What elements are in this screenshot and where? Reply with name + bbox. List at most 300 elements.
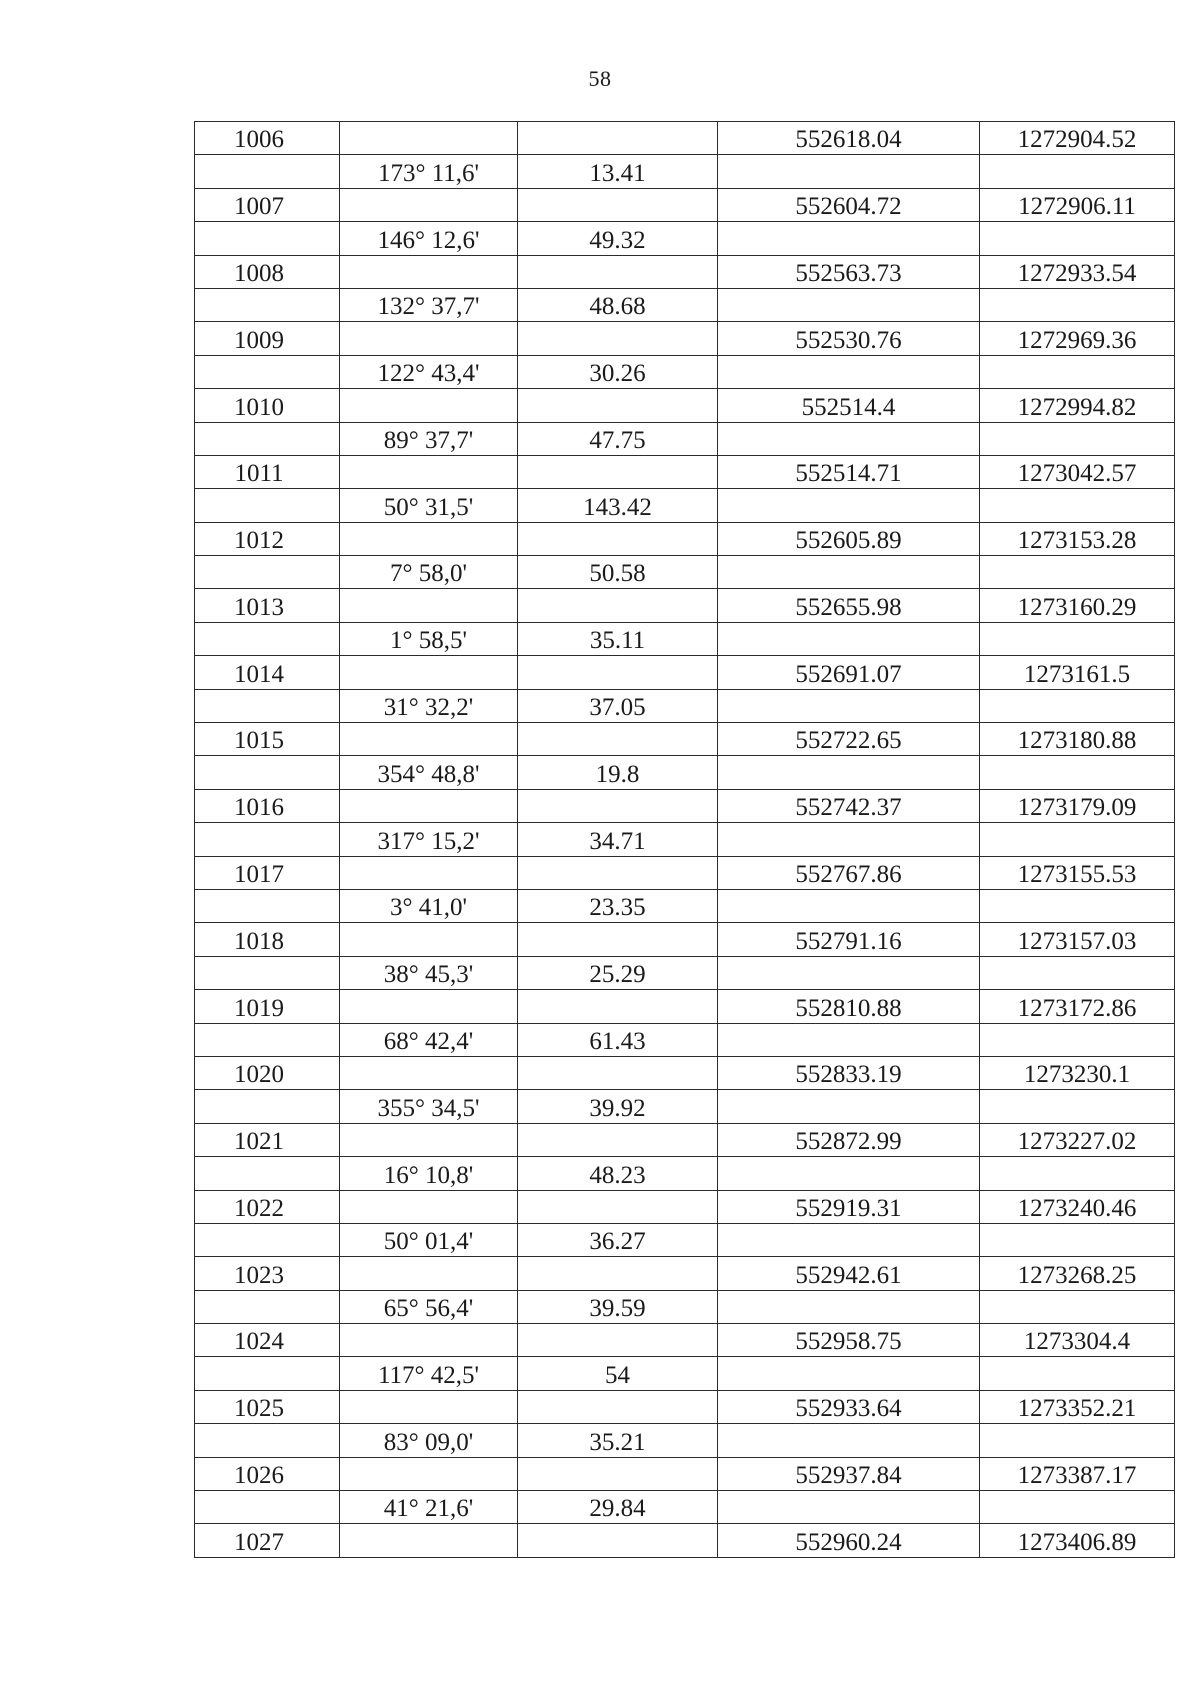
y-coordinate-cell: [980, 689, 1175, 722]
x-coordinate-cell: [718, 1223, 980, 1256]
x-coordinate-text: 552514.71: [795, 460, 902, 488]
bearing-cell: [340, 1390, 518, 1423]
point-number-text: 1023: [234, 1261, 284, 1289]
y-coordinate-cell: [980, 322, 1175, 355]
bearing-cell: [340, 455, 518, 488]
x-coordinate-cell: [718, 455, 980, 488]
y-coordinate-cell: [980, 1424, 1175, 1457]
y-coordinate-text: 1272969.36: [1017, 326, 1137, 354]
bearing-cell: [340, 889, 518, 922]
point-number-cell: [195, 956, 340, 989]
y-coordinate-cell: [980, 422, 1175, 455]
y-coordinate-cell: [980, 355, 1175, 388]
y-coordinate-cell: [980, 288, 1175, 321]
distance-text: 13.41: [589, 159, 646, 187]
distance-cell: [518, 1257, 718, 1290]
bearing-cell: [340, 923, 518, 956]
distance-cell: [518, 689, 718, 722]
x-coordinate-text: 552604.72: [795, 193, 902, 221]
distance-cell: [518, 823, 718, 856]
point-number-cell: [195, 689, 340, 722]
point-number-cell: [195, 255, 340, 288]
y-coordinate-cell: [980, 589, 1175, 622]
segment-row: [195, 1023, 1175, 1056]
x-coordinate-cell: [718, 1157, 980, 1190]
distance-cell: [518, 1223, 718, 1256]
y-coordinate-cell: [980, 222, 1175, 255]
point-number-cell: [195, 1157, 340, 1190]
distance-cell: [518, 923, 718, 956]
segment-row: [195, 689, 1175, 722]
point-number-text: 1012: [234, 527, 284, 555]
distance-text: 36.27: [589, 1228, 646, 1256]
y-coordinate-text: 1273180.88: [1017, 727, 1137, 755]
distance-text: 49.32: [589, 226, 646, 254]
point-number-text: 1017: [234, 860, 284, 888]
distance-text: 39.59: [589, 1295, 646, 1323]
y-coordinate-cell: [980, 1324, 1175, 1357]
bearing-cell: [340, 1424, 518, 1457]
x-coordinate-cell: [718, 1424, 980, 1457]
bearing-text: 317° 15,2': [377, 827, 480, 855]
point-row: [195, 856, 1175, 889]
bearing-text: 1° 58,5': [389, 627, 467, 655]
x-coordinate-text: 552618.04: [795, 126, 902, 154]
segment-row: [195, 222, 1175, 255]
bearing-cell: [340, 355, 518, 388]
point-number-text: 1020: [234, 1061, 284, 1089]
point-number-text: 1015: [234, 727, 284, 755]
point-row: [195, 1257, 1175, 1290]
bearing-cell: [340, 1090, 518, 1123]
bearing-text: 146° 12,6': [377, 226, 480, 254]
bearing-cell: [340, 1157, 518, 1190]
y-coordinate-text: 1272933.54: [1017, 259, 1137, 287]
bearing-text: 354° 48,8': [377, 760, 480, 788]
point-number-cell: [195, 155, 340, 188]
y-coordinate-cell: [980, 1390, 1175, 1423]
bearing-cell: [340, 823, 518, 856]
y-coordinate-cell: [980, 923, 1175, 956]
bearing-cell: [340, 1324, 518, 1357]
x-coordinate-text: 552691.07: [795, 660, 902, 688]
bearing-cell: [340, 589, 518, 622]
y-coordinate-text: 1273161.5: [1023, 660, 1131, 688]
distance-text: 47.75: [589, 426, 646, 454]
point-row: [195, 789, 1175, 822]
point-number-cell: [195, 1424, 340, 1457]
bearing-text: 50° 01,4': [383, 1228, 474, 1256]
x-coordinate-cell: [718, 1357, 980, 1390]
y-coordinate-cell: [980, 1357, 1175, 1390]
distance-cell: [518, 956, 718, 989]
bearing-text: 31° 32,2': [383, 694, 474, 722]
y-coordinate-cell: [980, 188, 1175, 221]
point-number-text: 1024: [234, 1328, 284, 1356]
segment-row: [195, 756, 1175, 789]
distance-cell: [518, 1290, 718, 1323]
bearing-cell: [340, 322, 518, 355]
point-number-text: 1014: [234, 660, 284, 688]
bearing-cell: [340, 389, 518, 422]
y-coordinate-text: 1273155.53: [1017, 860, 1137, 888]
x-coordinate-cell: [718, 923, 980, 956]
point-row: [195, 122, 1175, 155]
distance-cell: [518, 1491, 718, 1524]
bearing-text: 355° 34,5': [377, 1094, 480, 1122]
point-number-text: 1025: [234, 1395, 284, 1423]
x-coordinate-cell: [718, 288, 980, 321]
bearing-cell: [340, 1056, 518, 1089]
y-coordinate-text: 1273227.02: [1017, 1128, 1137, 1156]
y-coordinate-cell: [980, 956, 1175, 989]
segment-row: [195, 1424, 1175, 1457]
distance-cell: [518, 322, 718, 355]
point-row: [195, 1390, 1175, 1423]
point-row: [195, 255, 1175, 288]
point-row: [195, 723, 1175, 756]
x-coordinate-cell: [718, 389, 980, 422]
point-number-text: 1021: [234, 1128, 284, 1156]
bearing-text: 117° 42,5': [377, 1361, 480, 1389]
point-number-cell: [195, 1257, 340, 1290]
distance-cell: [518, 255, 718, 288]
point-number-cell: [195, 1324, 340, 1357]
point-number-text: 1019: [234, 994, 284, 1022]
y-coordinate-text: 1273240.46: [1017, 1194, 1137, 1222]
point-number-cell: [195, 1357, 340, 1390]
y-coordinate-text: 1273179.09: [1017, 794, 1137, 822]
bearing-cell: [340, 856, 518, 889]
point-row: [195, 589, 1175, 622]
bearing-cell: [340, 155, 518, 188]
x-coordinate-cell: [718, 756, 980, 789]
x-coordinate-cell: [718, 188, 980, 221]
page-number: 58: [588, 66, 612, 91]
x-coordinate-cell: [718, 422, 980, 455]
x-coordinate-text: 552530.76: [795, 326, 902, 354]
distance-cell: [518, 122, 718, 155]
segment-row: [195, 889, 1175, 922]
bearing-text: 132° 37,7': [377, 293, 480, 321]
point-row: [195, 1123, 1175, 1156]
segment-row: [195, 355, 1175, 388]
y-coordinate-cell: [980, 155, 1175, 188]
x-coordinate-cell: [718, 622, 980, 655]
x-coordinate-cell: [718, 122, 980, 155]
distance-cell: [518, 622, 718, 655]
distance-cell: [518, 1524, 718, 1557]
y-coordinate-cell: [980, 656, 1175, 689]
y-coordinate-cell: [980, 122, 1175, 155]
distance-cell: [518, 1123, 718, 1156]
bearing-cell: [340, 1491, 518, 1524]
x-coordinate-text: 552919.31: [795, 1194, 902, 1222]
point-number-cell: [195, 422, 340, 455]
y-coordinate-cell: [980, 255, 1175, 288]
x-coordinate-text: 552742.37: [795, 794, 902, 822]
x-coordinate-cell: [718, 956, 980, 989]
point-number-cell: [195, 522, 340, 555]
y-coordinate-cell: [980, 789, 1175, 822]
x-coordinate-text: 552833.19: [795, 1061, 902, 1089]
bearing-cell: [340, 288, 518, 321]
point-number-cell: [195, 489, 340, 522]
y-coordinate-cell: [980, 489, 1175, 522]
point-number-cell: [195, 923, 340, 956]
distance-cell: [518, 422, 718, 455]
point-number-cell: [195, 455, 340, 488]
point-number-text: 1006: [234, 126, 284, 154]
distance-cell: [518, 1023, 718, 1056]
x-coordinate-text: 552655.98: [795, 593, 902, 621]
x-coordinate-text: 552937.84: [795, 1462, 902, 1490]
point-number-text: 1007: [234, 193, 284, 221]
x-coordinate-cell: [718, 1524, 980, 1557]
y-coordinate-cell: [980, 723, 1175, 756]
y-coordinate-cell: [980, 990, 1175, 1023]
point-row: [195, 389, 1175, 422]
y-coordinate-text: 1273172.86: [1017, 994, 1137, 1022]
point-number-cell: [195, 856, 340, 889]
y-coordinate-cell: [980, 389, 1175, 422]
bearing-cell: [340, 622, 518, 655]
x-coordinate-cell: [718, 823, 980, 856]
x-coordinate-text: 552722.65: [795, 727, 902, 755]
y-coordinate-text: 1272994.82: [1017, 393, 1137, 421]
y-coordinate-cell: [980, 556, 1175, 589]
y-coordinate-text: 1273153.28: [1017, 527, 1137, 555]
y-coordinate-text: 1273160.29: [1017, 593, 1137, 621]
point-number-cell: [195, 1223, 340, 1256]
point-number-cell: [195, 990, 340, 1023]
point-row: [195, 1190, 1175, 1223]
bearing-cell: [340, 1223, 518, 1256]
y-coordinate-text: 1272906.11: [1018, 193, 1136, 221]
x-coordinate-cell: [718, 589, 980, 622]
x-coordinate-cell: [718, 1324, 980, 1357]
x-coordinate-text: 552960.24: [795, 1528, 902, 1556]
distance-cell: [518, 889, 718, 922]
distance-text: 35.11: [589, 627, 646, 655]
x-coordinate-cell: [718, 723, 980, 756]
x-coordinate-cell: [718, 1290, 980, 1323]
distance-text: 54: [605, 1361, 630, 1389]
x-coordinate-text: 552958.75: [795, 1328, 902, 1356]
y-coordinate-text: 1273230.1: [1023, 1061, 1131, 1089]
bearing-cell: [340, 1457, 518, 1490]
distance-cell: [518, 389, 718, 422]
distance-text: 19.8: [595, 760, 640, 788]
distance-cell: [518, 723, 718, 756]
bearing-text: 122° 43,4': [377, 360, 480, 388]
y-coordinate-text: 1273406.89: [1017, 1528, 1137, 1556]
x-coordinate-cell: [718, 789, 980, 822]
point-number-cell: [195, 656, 340, 689]
segment-row: [195, 489, 1175, 522]
x-coordinate-cell: [718, 1491, 980, 1524]
point-number-cell: [195, 1023, 340, 1056]
bearing-cell: [340, 956, 518, 989]
x-coordinate-cell: [718, 689, 980, 722]
y-coordinate-text: 1273268.25: [1017, 1261, 1137, 1289]
bearing-cell: [340, 756, 518, 789]
segment-row: [195, 1223, 1175, 1256]
point-row: [195, 1457, 1175, 1490]
distance-cell: [518, 489, 718, 522]
point-number-text: 1009: [234, 326, 284, 354]
x-coordinate-cell: [718, 1023, 980, 1056]
point-number-cell: [195, 756, 340, 789]
point-row: [195, 322, 1175, 355]
distance-cell: [518, 1357, 718, 1390]
x-coordinate-text: 552605.89: [795, 527, 902, 555]
x-coordinate-text: 552791.16: [795, 927, 902, 955]
x-coordinate-cell: [718, 1457, 980, 1490]
point-number-cell: [195, 823, 340, 856]
y-coordinate-cell: [980, 1157, 1175, 1190]
point-number-cell: [195, 188, 340, 221]
bearing-cell: [340, 522, 518, 555]
distance-cell: [518, 556, 718, 589]
point-row: [195, 1524, 1175, 1557]
distance-cell: [518, 789, 718, 822]
x-coordinate-cell: [718, 522, 980, 555]
x-coordinate-cell: [718, 856, 980, 889]
point-number-cell: [195, 889, 340, 922]
segment-row: [195, 1290, 1175, 1323]
point-number-cell: [195, 1123, 340, 1156]
y-coordinate-cell: [980, 1290, 1175, 1323]
point-row: [195, 522, 1175, 555]
segment-row: [195, 622, 1175, 655]
x-coordinate-cell: [718, 990, 980, 1023]
bearing-text: 41° 21,6': [383, 1495, 474, 1523]
segment-row: [195, 422, 1175, 455]
bearing-text: 7° 58,0': [389, 560, 467, 588]
distance-cell: [518, 656, 718, 689]
x-coordinate-cell: [718, 1056, 980, 1089]
distance-cell: [518, 1090, 718, 1123]
coordinates-table: [194, 121, 1175, 1558]
distance-cell: [518, 455, 718, 488]
bearing-cell: [340, 1023, 518, 1056]
distance-text: 25.29: [589, 961, 646, 989]
distance-cell: [518, 1424, 718, 1457]
bearing-cell: [340, 188, 518, 221]
distance-cell: [518, 1324, 718, 1357]
distance-cell: [518, 856, 718, 889]
y-coordinate-text: 1272904.52: [1017, 126, 1137, 154]
distance-cell: [518, 355, 718, 388]
point-row: [195, 656, 1175, 689]
point-number-cell: [195, 1090, 340, 1123]
distance-cell: [518, 222, 718, 255]
y-coordinate-cell: [980, 756, 1175, 789]
y-coordinate-cell: [980, 856, 1175, 889]
distance-cell: [518, 1190, 718, 1223]
point-number-cell: [195, 1491, 340, 1524]
distance-text: 39.92: [589, 1094, 646, 1122]
distance-cell: [518, 155, 718, 188]
y-coordinate-cell: [980, 823, 1175, 856]
bearing-cell: [340, 990, 518, 1023]
point-number-text: 1018: [234, 927, 284, 955]
x-coordinate-text: 552933.64: [795, 1395, 902, 1423]
distance-cell: [518, 1056, 718, 1089]
point-row: [195, 188, 1175, 221]
bearing-cell: [340, 1257, 518, 1290]
distance-cell: [518, 1157, 718, 1190]
point-number-cell: [195, 389, 340, 422]
point-number-text: 1022: [234, 1194, 284, 1222]
point-number-text: 1013: [234, 593, 284, 621]
x-coordinate-cell: [718, 1090, 980, 1123]
x-coordinate-cell: [718, 355, 980, 388]
distance-text: 35.21: [589, 1428, 646, 1456]
y-coordinate-cell: [980, 1123, 1175, 1156]
point-number-cell: [195, 288, 340, 321]
segment-row: [195, 155, 1175, 188]
point-number-cell: [195, 789, 340, 822]
x-coordinate-text: 552872.99: [795, 1128, 902, 1156]
distance-text: 29.84: [589, 1495, 646, 1523]
x-coordinate-cell: [718, 1390, 980, 1423]
distance-text: 34.71: [589, 827, 646, 855]
bearing-cell: [340, 1123, 518, 1156]
bearing-text: 83° 09,0': [383, 1428, 474, 1456]
y-coordinate-text: 1273387.17: [1017, 1462, 1137, 1490]
point-number-text: 1016: [234, 794, 284, 822]
bearing-text: 68° 42,4': [383, 1027, 474, 1055]
point-number-cell: [195, 1390, 340, 1423]
bearing-cell: [340, 255, 518, 288]
y-coordinate-text: 1273352.21: [1017, 1395, 1137, 1423]
distance-text: 48.23: [589, 1161, 646, 1189]
x-coordinate-cell: [718, 656, 980, 689]
y-coordinate-cell: [980, 1457, 1175, 1490]
x-coordinate-cell: [718, 322, 980, 355]
y-coordinate-text: 1273304.4: [1023, 1328, 1131, 1356]
distance-cell: [518, 288, 718, 321]
x-coordinate-cell: [718, 255, 980, 288]
segment-row: [195, 956, 1175, 989]
distance-cell: [518, 756, 718, 789]
distance-text: 30.26: [589, 360, 646, 388]
point-number-cell: [195, 1290, 340, 1323]
bearing-cell: [340, 1524, 518, 1557]
x-coordinate-text: 552942.61: [795, 1261, 902, 1289]
y-coordinate-cell: [980, 1090, 1175, 1123]
point-row: [195, 923, 1175, 956]
y-coordinate-cell: [980, 1257, 1175, 1290]
distance-text: 37.05: [589, 694, 646, 722]
point-number-text: 1010: [234, 393, 284, 421]
point-number-text: 1026: [234, 1462, 284, 1490]
bearing-text: 89° 37,7': [383, 426, 474, 454]
point-number-text: 1027: [234, 1528, 284, 1556]
bearing-cell: [340, 1357, 518, 1390]
x-coordinate-cell: [718, 889, 980, 922]
distance-text: 50.58: [589, 560, 646, 588]
point-number-text: 1011: [234, 460, 284, 488]
bearing-cell: [340, 689, 518, 722]
point-number-cell: [195, 723, 340, 756]
x-coordinate-cell: [718, 222, 980, 255]
segment-row: [195, 1157, 1175, 1190]
distance-text: 23.35: [589, 894, 646, 922]
segment-row: [195, 1357, 1175, 1390]
